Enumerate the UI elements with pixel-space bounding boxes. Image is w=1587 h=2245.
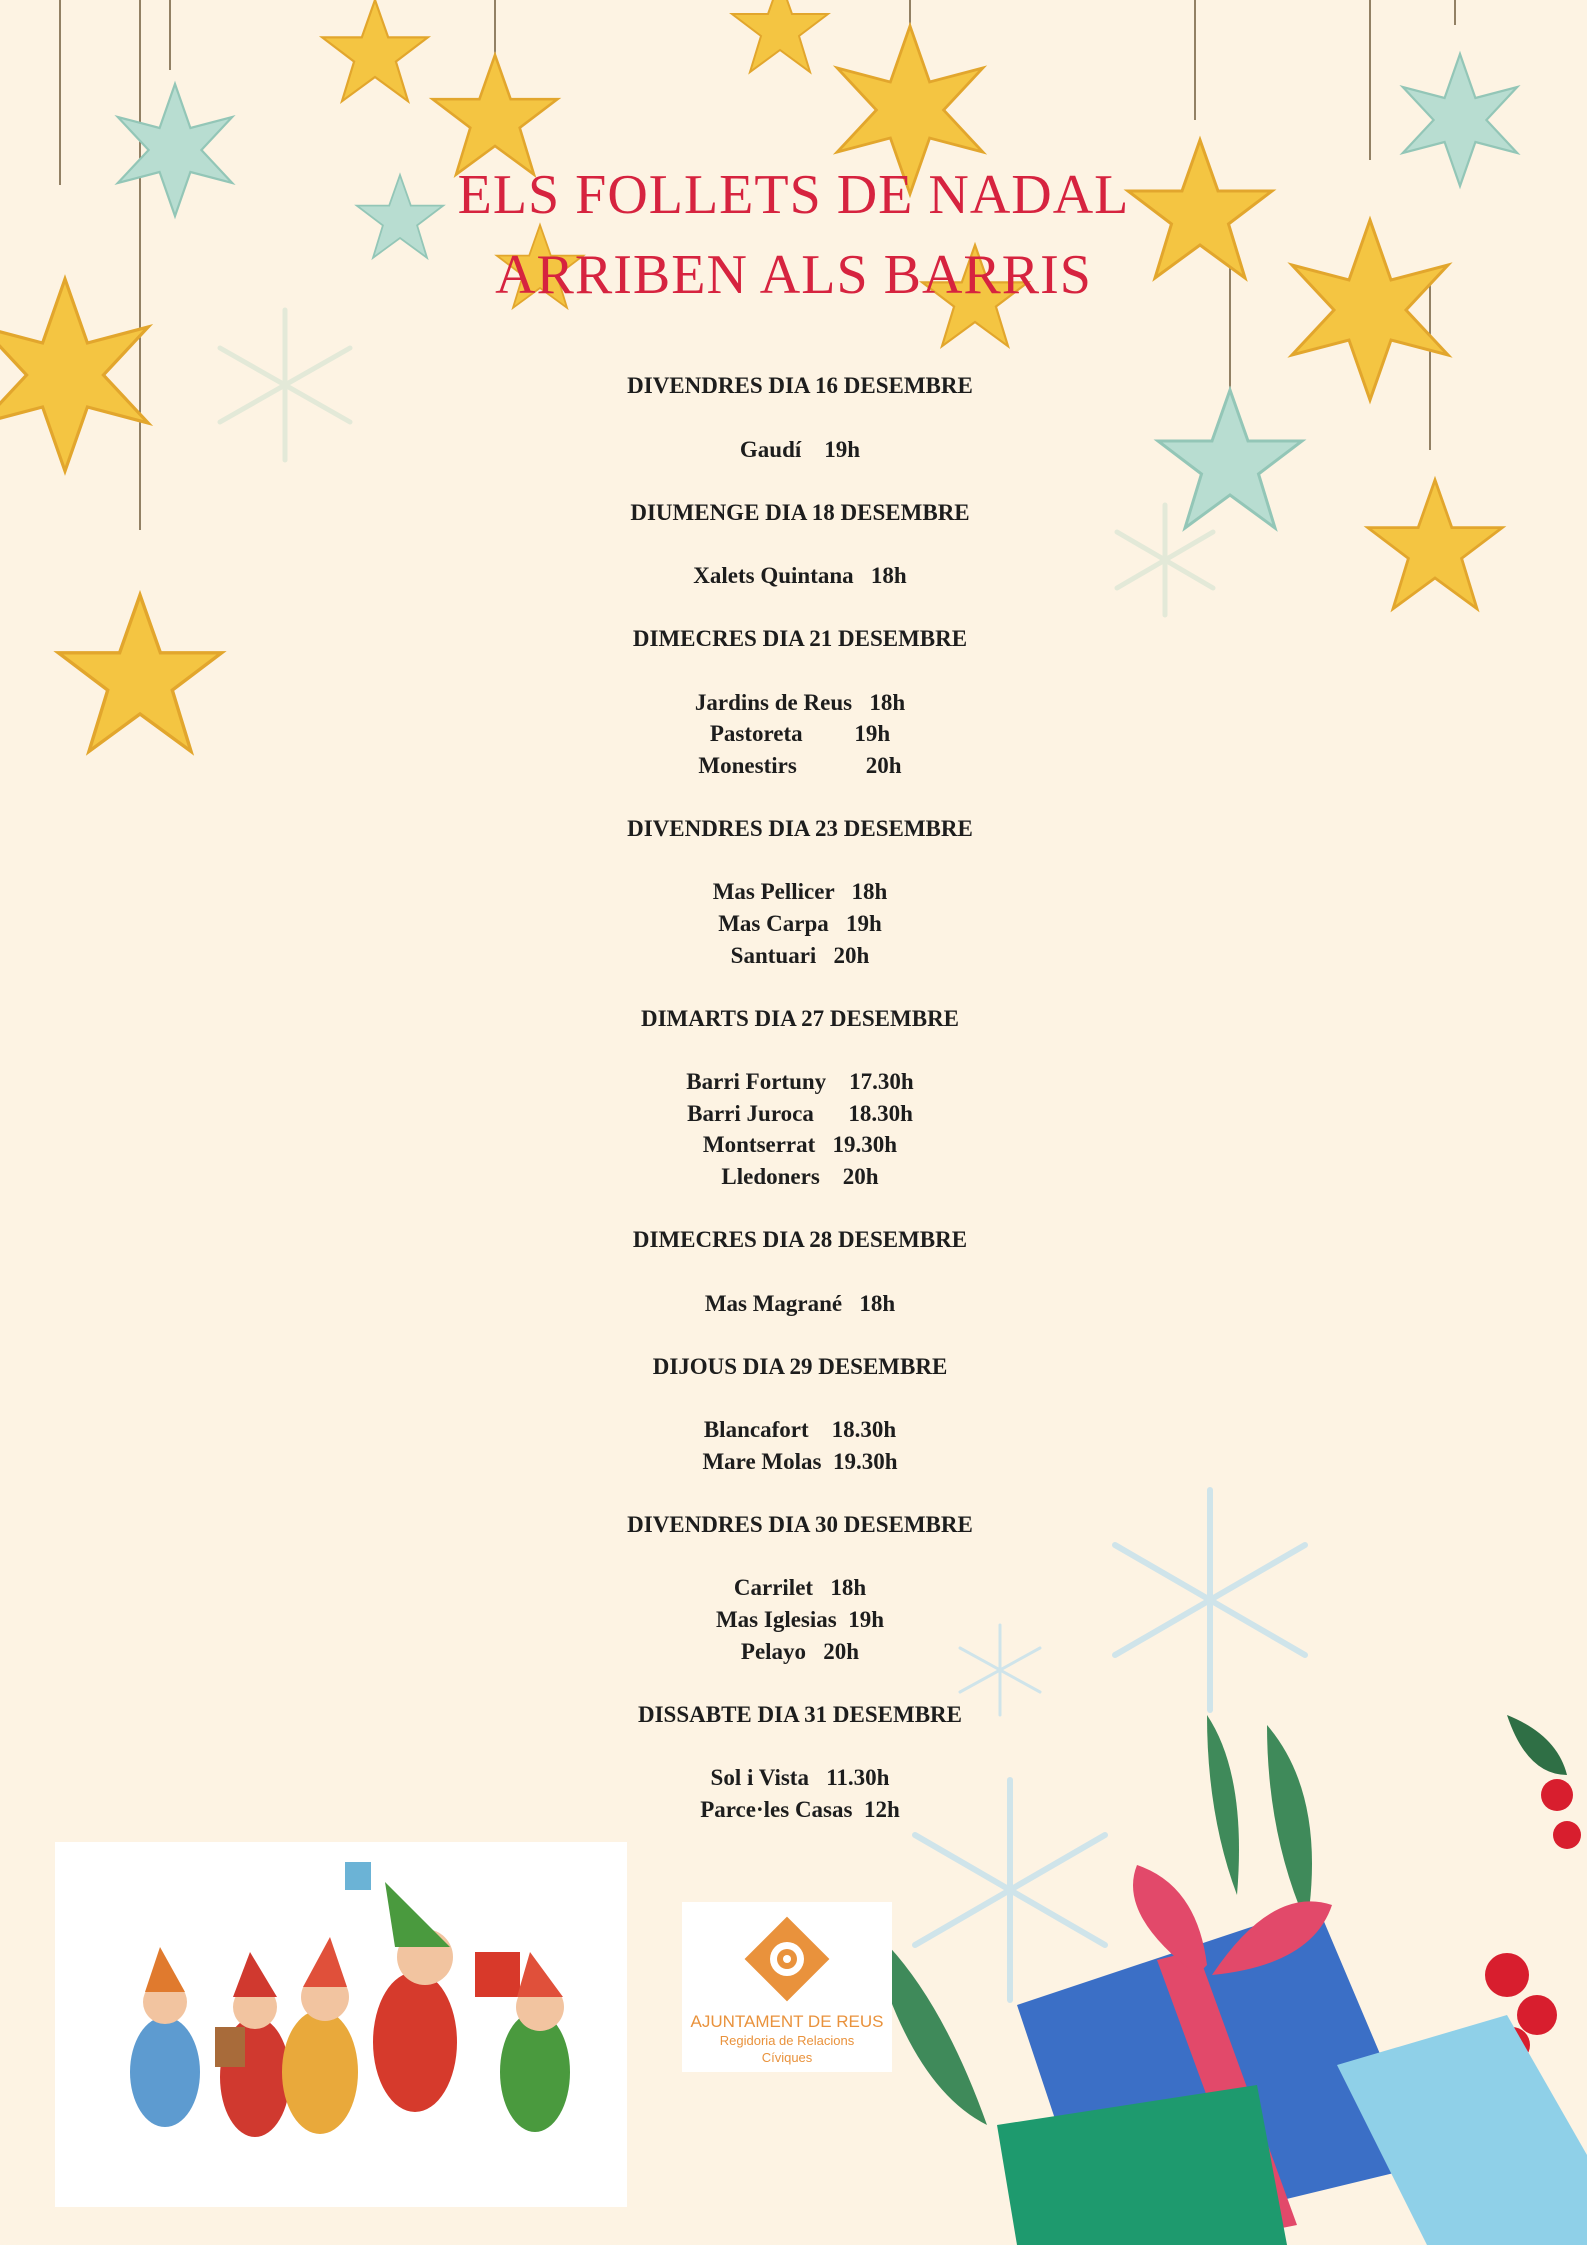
event-entry: Jardins de Reus 18h bbox=[694, 689, 906, 715]
event-entry: Mas Pellicer 18h bbox=[712, 879, 888, 905]
day-heading: DIVENDRES DIA 30 DESEMBRE bbox=[627, 1511, 973, 1537]
day-heading: DIMARTS DIA 27 DESEMBRE bbox=[640, 1005, 960, 1031]
schedule-day bbox=[0, 497, 1587, 592]
schedule-day bbox=[0, 1351, 1587, 1478]
schedule-day bbox=[0, 813, 1587, 971]
event-entry: Mas Carpa 19h bbox=[718, 911, 882, 937]
schedule-day bbox=[0, 1224, 1587, 1319]
day-heading: DIMECRES DIA 21 DESEMBRE bbox=[632, 626, 968, 652]
event-entry: Mare Molas 19.30h bbox=[702, 1448, 898, 1474]
event-entry: Barri Juroca 18.30h bbox=[687, 1100, 913, 1126]
event-entry: Pelayo 20h bbox=[740, 1638, 860, 1664]
day-heading: DIJOUS DIA 29 DESEMBRE bbox=[652, 1353, 948, 1379]
logo-subtitle: Regidoria de Relacions Cíviques bbox=[719, 2033, 855, 2065]
schedule bbox=[0, 370, 1587, 1825]
day-heading: DIUMENGE DIA 18 DESEMBRE bbox=[630, 499, 970, 525]
schedule-day bbox=[0, 1509, 1587, 1667]
event-entry: Santuari 20h bbox=[730, 942, 870, 968]
schedule-day bbox=[0, 1699, 1587, 1826]
event-entry: Carrilet 18h bbox=[733, 1575, 867, 1601]
schedule-day bbox=[0, 370, 1587, 465]
event-entry: Parce·les Casas 12h bbox=[700, 1796, 900, 1822]
event-entry: Xalets Quintana 18h bbox=[693, 563, 907, 589]
event-entry: Sol i Vista 11.30h bbox=[710, 1765, 890, 1791]
event-entry: Barri Fortuny 17.30h bbox=[686, 1069, 914, 1095]
event-entry: Gaudí 19h bbox=[739, 436, 861, 462]
title-line-1: ELS FOLLETS DE NADAL bbox=[457, 164, 1130, 226]
elves-image bbox=[55, 1842, 627, 2207]
schedule-day bbox=[0, 623, 1587, 781]
poster-title bbox=[0, 155, 1587, 315]
ajuntament-logo bbox=[682, 1902, 892, 2072]
logo-name: AJUNTAMENT DE REUS bbox=[690, 2012, 884, 2031]
schedule-day bbox=[0, 1003, 1587, 1193]
event-entry: Lledoners 20h bbox=[721, 1164, 879, 1190]
rose-emblem-icon bbox=[742, 1914, 832, 2004]
elves-illustration bbox=[55, 1842, 627, 2207]
event-entry: Montserrat 19.30h bbox=[702, 1132, 898, 1158]
title-line-2: ARRIBEN ALS BARRIS bbox=[495, 244, 1092, 306]
event-entry: Mas Iglesias 19h bbox=[715, 1607, 885, 1632]
event-entry: Monestirs 20h bbox=[698, 752, 902, 778]
event-entry: Mas Magrané 18h bbox=[704, 1290, 896, 1316]
event-entry: Blancafort 18.30h bbox=[703, 1417, 897, 1443]
day-heading: DIVENDRES DIA 23 DESEMBRE bbox=[627, 815, 973, 841]
event-entry: Pastoreta 19h bbox=[709, 721, 891, 747]
day-heading: DIMECRES DIA 28 DESEMBRE bbox=[632, 1227, 968, 1253]
day-heading: DISSABTE DIA 31 DESEMBRE bbox=[637, 1701, 962, 1727]
day-heading: DIVENDRES DIA 16 DESEMBRE bbox=[627, 373, 973, 398]
